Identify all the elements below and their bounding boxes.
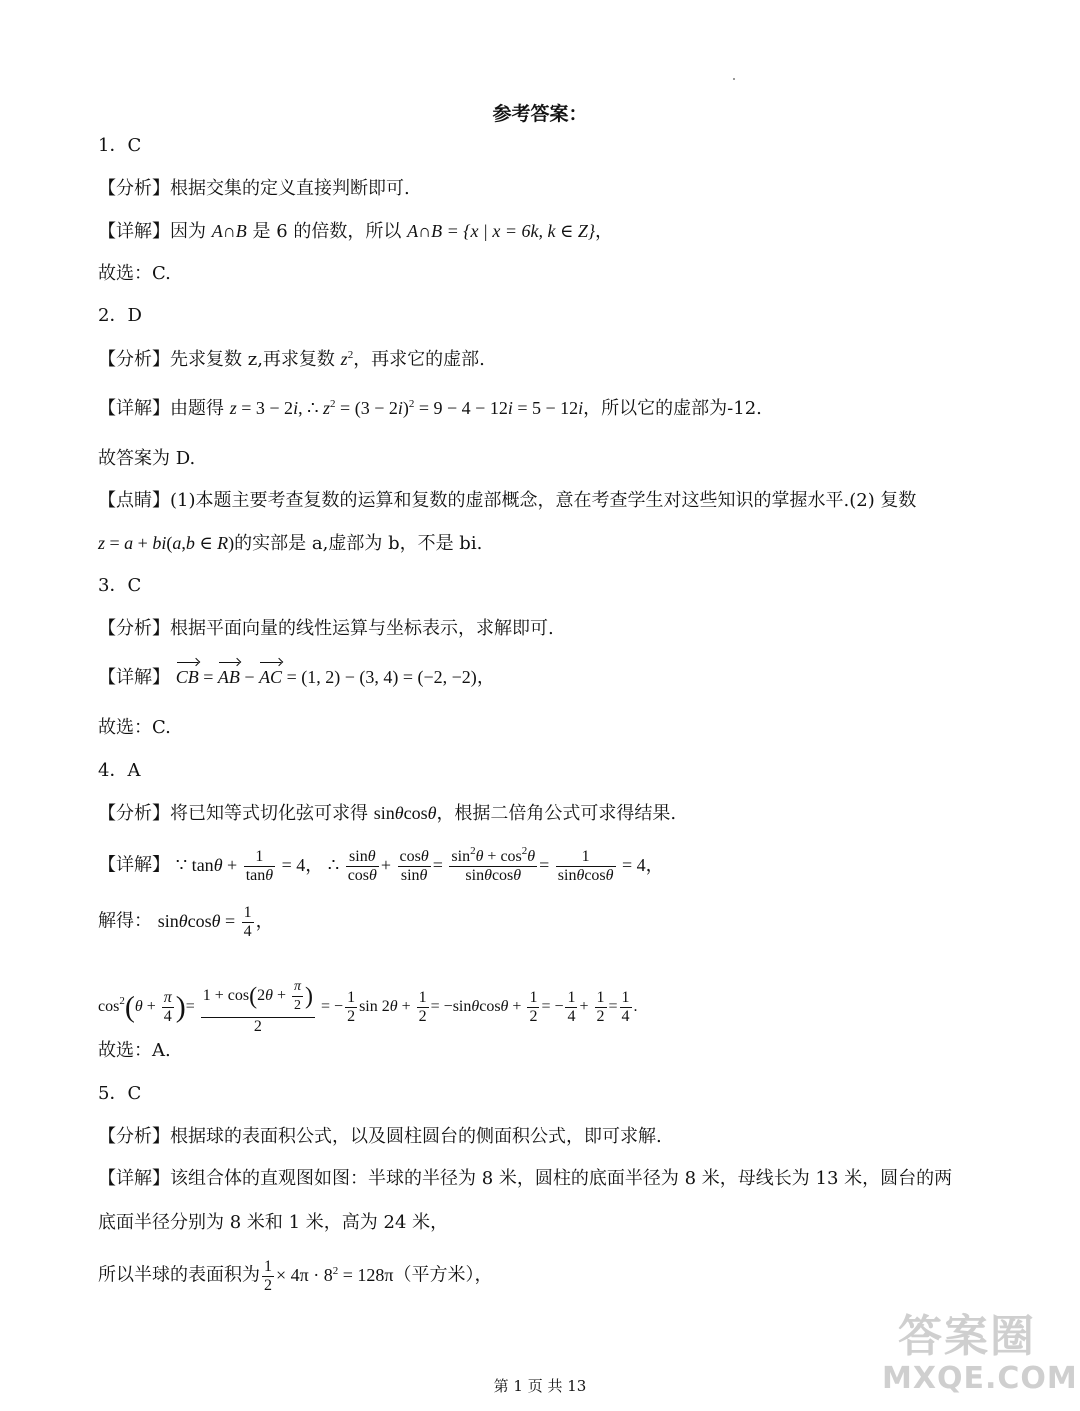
q4-solve-formula: sinθcosθ = $\frac{1}{4}$ ， xyxy=(157,904,274,940)
q3-detail-label: 【详解】 xyxy=(98,667,170,688)
q2-detail xyxy=(98,395,1020,422)
q4-analysis-end: ，根据二倍角公式可求得结果. xyxy=(436,803,677,824)
q1-analysis: 【分析】根据交集的定义直接判断即可. xyxy=(98,178,410,199)
q1-number: 1．C xyxy=(98,135,142,156)
q1-detail xyxy=(98,218,1020,245)
q4-final-formula: $\cos^2(\theta$ + $\frac{\pi}{4}$ )= 1 + cos(2θ + $\frac{\pi}{2}$ ) 2 = − $\frac{1}{2}$ sin 2θ + $\frac{1}{2}$ = −sinθcosθ + $\frac{1}{2}$ = − $\frac{1}{4}$ + $\frac{1}{2}$ = $\frac{1}{4}$ . xyxy=(98,979,638,1035)
q4-analysis-text: 【分析】将已知等式切化弦可求得 xyxy=(98,803,368,824)
q2-z-squared: $z^2$ xyxy=(340,349,354,369)
q5-detail-3-end: （平方米）， xyxy=(393,1264,493,1286)
q3-detail-end: ， xyxy=(476,667,495,688)
q4-analysis xyxy=(98,800,1020,827)
q5-detail-2: 底面半径分别为 8 米和 1 米，高为 24 米， xyxy=(98,1212,449,1233)
watermark-logo xyxy=(882,1311,1078,1404)
q1-detail-label: 【详解】因为 xyxy=(98,221,206,242)
q4-solve xyxy=(98,904,1020,941)
q2-note: 【点睛】(1)本题主要考查复数的运算和复数的虚部概念，意在考查学生对这些知识的掌握水平.(2) 复数 xyxy=(98,490,917,511)
q2-complex-form: z = a + bi(a,b ∈ R) xyxy=(98,533,235,553)
q4-detail-formula: ∵ tanθ + $\frac{1}{\tan\theta}$ = 4， ∴ $\frac{\sin\theta}{\cos\theta}$ + $\frac{\cos\theta}{\sin\theta}$ = $\frac{\sin^2\theta + \cos^2\theta}{\sin\theta\cos\theta}$ = $\frac{1}{\sin\theta\cos\theta}$ = 4， xyxy=(175,845,664,884)
watermark-bottom: MXQE.COM xyxy=(882,1361,1078,1396)
page-footer: 第 1 页 共 13 xyxy=(493,1377,587,1395)
q2-analysis-end: ，再求它的虚部. xyxy=(353,349,485,370)
stray-dot xyxy=(733,78,735,80)
q2-analysis xyxy=(98,346,1020,373)
page-title: 参考答案： xyxy=(492,103,588,125)
q1-set-expr: A∩B xyxy=(211,221,247,241)
q2-note-end: 的实部是 a,虚部为 b，不是 bi. xyxy=(234,533,483,554)
q5-detail-1: 【详解】该组合体的直观图如图：半球的半径为 8 米，圆柱的底面半径为 8 米，母线长为 13 米，圆台的两 xyxy=(98,1168,953,1189)
q4-cos-squared xyxy=(98,978,1020,1036)
q1-set-definition: A∩B = {x | x = 6k, k ∈ Z} xyxy=(407,221,596,241)
q5-detail-3-text: 所以半球的表面积为 xyxy=(98,1264,260,1286)
q5-number: 5．C xyxy=(98,1083,142,1104)
q2-detail-label: 【详解】由题得 xyxy=(98,398,224,419)
q4-number: 4．A xyxy=(98,760,141,781)
q2-answer: 故答案为 D. xyxy=(98,448,196,469)
q3-analysis: 【分析】根据平面向量的线性运算与坐标表示，求解即可. xyxy=(98,618,554,639)
q1-answer: 故选：C. xyxy=(98,263,171,284)
q3-detail xyxy=(98,664,1020,691)
q5-hemisphere-area: $\frac{1}{2}$ × $4\pi \cdot 8^2 = 128\pi$ xyxy=(264,1258,394,1294)
q2-number: 2．D xyxy=(98,305,142,326)
q5-analysis: 【分析】根据球的表面积公式，以及圆柱圆台的侧面积公式，即可求解. xyxy=(98,1126,662,1147)
q3-number: 3．C xyxy=(98,575,142,596)
q2-note-cont xyxy=(98,530,1020,557)
q3-vector-formula: CB = AB − AC = (1, 2) − (3, 4) = (−2, −2) xyxy=(176,667,477,687)
q4-sin-cos: sinθcosθ xyxy=(373,803,437,823)
q3-answer: 故选：C. xyxy=(98,717,171,738)
q4-answer: 故选：A. xyxy=(98,1040,171,1061)
q5-detail-3 xyxy=(98,1258,1020,1295)
q1-detail-middle: 是 6 的倍数，所以 xyxy=(252,221,402,242)
q2-analysis-text: 【分析】先求复数 z,再求复数 xyxy=(98,349,335,370)
watermark-top: 答案圈 xyxy=(898,1311,1036,1362)
q2-detail-end: ，所以它的虚部为-12. xyxy=(583,398,762,419)
q2-detail-formula: z = 3 − 2i, ∴ $z^2 = (3 - 2i)^2 = 9 - 4 - 12i = 5 - 12i$ xyxy=(229,398,584,418)
q1-detail-end: ， xyxy=(595,221,614,242)
q4-detail-label: 【详解】 xyxy=(98,854,170,876)
q4-detail xyxy=(98,845,1020,885)
q4-solve-label: 解得： xyxy=(98,910,152,932)
